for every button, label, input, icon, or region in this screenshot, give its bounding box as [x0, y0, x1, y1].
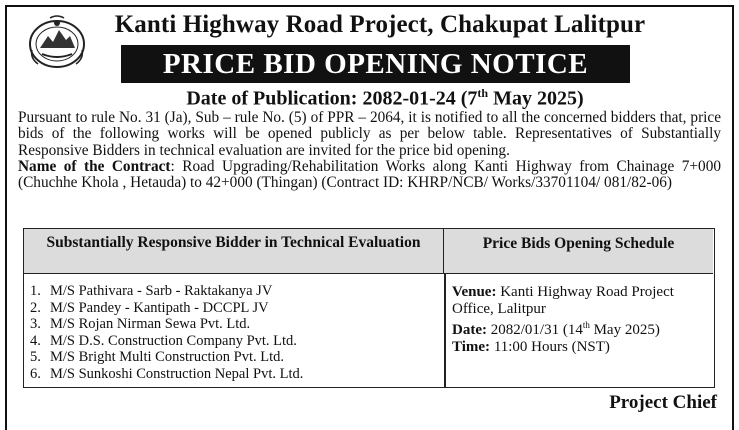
bidder-name: M/S Pathivara - Sarb - Raktakanya JV: [50, 283, 273, 299]
time-line: [452, 339, 710, 356]
bidder-column-header: Substantially Responsive Bidder in Technical Evaluation: [24, 229, 444, 274]
organization-title: Kanti Highway Road Project, Chakupat Lalitpur: [114, 11, 646, 38]
bidder-name: M/S Sunkoshi Construction Nepal Pvt. Ltd.: [50, 365, 304, 382]
schedule-column-header: Price Bids Opening Schedule: [444, 229, 713, 274]
date-line: [452, 317, 710, 339]
venue-value: Kanti Highway Road Project Office, Lalitpur: [452, 284, 674, 317]
signature-title: Project Chief: [609, 392, 717, 413]
contract-label: Name of the Contract: [18, 157, 171, 175]
time-value: 11:00 Hours (NST): [490, 338, 610, 355]
bidder-number: 5.: [30, 349, 41, 366]
list-item: [30, 349, 440, 366]
list-item: [30, 316, 440, 333]
bidder-number: 2.: [30, 299, 41, 316]
notice-body: [18, 110, 721, 191]
list-item: [30, 300, 440, 317]
venue-label: Venue:: [452, 284, 497, 300]
opening-schedule: [452, 284, 710, 355]
bidder-number: 3.: [30, 316, 41, 333]
publication-date-suffix: th: [477, 86, 489, 100]
bid-table: [23, 228, 715, 388]
list-item: [30, 366, 440, 383]
bidder-list: [30, 283, 440, 383]
nepal-government-emblem-icon: [26, 14, 88, 70]
bidder-number: 4.: [30, 332, 41, 349]
list-item: [30, 283, 440, 300]
publication-date: [185, 86, 585, 111]
column-divider: [444, 274, 446, 387]
list-item: [30, 333, 440, 350]
date-tail: May 2025): [589, 322, 660, 339]
date-value: 2082/01/31 (14: [486, 322, 583, 339]
contract-text: : Road Upgrading/Rehabilitation Works along Kanti Highway from Chainage 7+000 (Chuchhe Khola , Hetauda) to 42+000 (Thingan) (Contract ID: KHRP/NCB/ Works/33701104/ 081/82-06): [18, 157, 721, 192]
time-label: Time:: [452, 338, 491, 355]
bidder-name: M/S Bright Multi Construction Pvt. Ltd.: [50, 349, 285, 366]
bidder-name: M/S D.S. Construction Company Pvt. Ltd.: [50, 332, 297, 349]
bidder-number: 1.: [30, 283, 41, 299]
date-suffix: th: [582, 320, 590, 331]
intro-paragraph: Pursuant to rule No. 31 (Ja), Sub – rule No. (5) of PPR – 2064, it is notified to all the concerned bidders that, price bids of the following works will be opened publicly as per below table. Representatives of Substantially Responsive Bidders in technical evaluation are invited for the price bid opening.: [18, 109, 721, 159]
contract-paragraph: [18, 159, 721, 192]
venue-line: [452, 284, 710, 317]
notice-title-banner: PRICE BID OPENING NOTICE: [121, 45, 630, 83]
bidder-name: M/S Pandey - Kantipath - DCCPL JV: [50, 299, 269, 316]
date-label: Date:: [452, 322, 487, 339]
publication-date-label: Date of Publication: 2082-01-24 (7: [186, 87, 478, 110]
publication-date-tail: May 2025): [488, 87, 584, 110]
bidder-number: 6.: [30, 365, 41, 382]
bidder-name: M/S Rojan Nirman Sewa Pvt. Ltd.: [50, 316, 251, 333]
